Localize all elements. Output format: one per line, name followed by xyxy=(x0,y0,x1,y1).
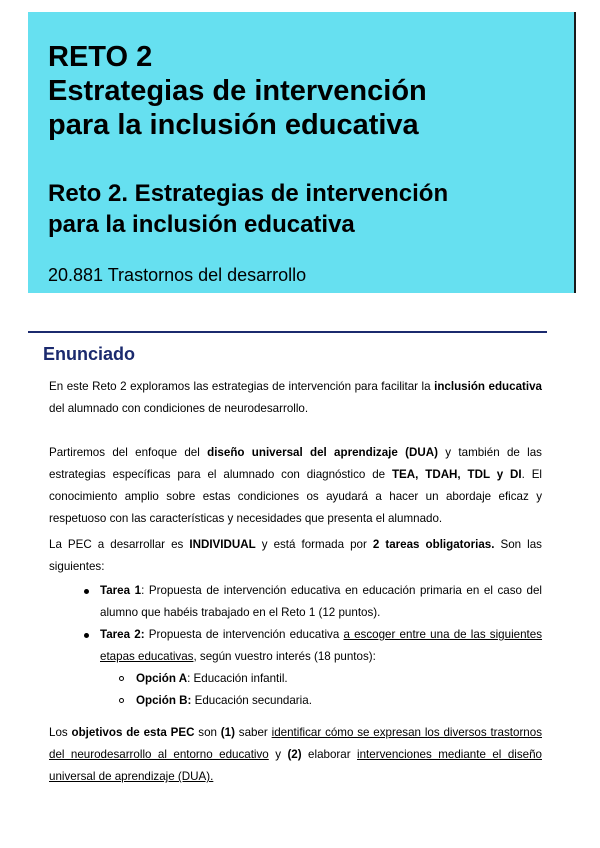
task-list xyxy=(49,580,542,712)
text: saber xyxy=(234,726,272,739)
bold-text: (2) xyxy=(287,748,302,761)
list-item xyxy=(100,668,542,690)
option-label: Opción B: xyxy=(136,694,192,707)
bold-text: inclusión educativa xyxy=(434,380,543,393)
option-text: Educación secundaria. xyxy=(191,694,312,707)
statement-body xyxy=(49,376,542,788)
text: Los xyxy=(49,726,72,739)
circle-bullet-icon xyxy=(119,676,124,681)
bold-text: INDIVIDUAL xyxy=(189,538,256,551)
task-text: Propuesta de intervención educativa xyxy=(144,628,344,641)
bold-text: TEA, TDAH, TDL y DI xyxy=(391,468,522,481)
text: y también de las estrategias específicas para el alumnado con diagnóstico de xyxy=(49,446,542,481)
task-label: Tarea 1 xyxy=(100,584,142,597)
task-label: Tarea 2: xyxy=(100,628,145,641)
underlined-text: identificar cómo se expresan los diversos trastornos del neurodesarrollo al entorno educativo xyxy=(49,726,542,761)
paragraph-approach xyxy=(49,442,542,530)
text: . El conocimiento amplio sobre estas condiciones os ayudará a hacer un abordaje eficaz y respetuoso con las características y necesidades que presenta el alumnado. xyxy=(49,468,542,525)
underlined-text: intervenciones mediante el diseño universal de aprendizaje (DUA). xyxy=(49,748,542,783)
option-list xyxy=(100,668,542,712)
option-label: Opción A xyxy=(136,672,188,685)
text: En este Reto 2 exploramos las estrategias de intervención para facilitar la xyxy=(49,380,435,393)
text: elaborar xyxy=(301,748,358,761)
list-item xyxy=(49,624,542,712)
subtitle xyxy=(48,178,568,240)
course-name: 20.881 Trastornos del desarrollo xyxy=(48,265,307,285)
circle-bullet-icon xyxy=(119,698,124,703)
bullet-icon xyxy=(84,633,89,638)
subtitle-line: Reto 2. Estrategias de intervención xyxy=(48,180,449,207)
section-title: Enunciado xyxy=(43,344,136,364)
bold-text: objetivos de esta PEC xyxy=(71,726,195,739)
text: del alumnado con condiciones de neurodesarrollo. xyxy=(49,402,309,415)
bold-text: (1) xyxy=(220,726,235,739)
paragraph-intro xyxy=(49,376,542,420)
text: y xyxy=(268,748,288,761)
text: La PEC a desarrollar es xyxy=(49,538,190,551)
text: son xyxy=(194,726,221,739)
option-text: : Educación infantil. xyxy=(187,672,288,685)
task-text: , según vuestro interés (18 puntos): xyxy=(193,650,376,663)
bold-text: diseño universal del aprendizaje (DUA) xyxy=(207,446,438,459)
title-banner xyxy=(28,12,576,293)
list-item xyxy=(49,580,542,624)
paragraph-objectives xyxy=(49,722,542,788)
section-divider xyxy=(28,331,547,333)
list-item xyxy=(100,690,542,712)
main-title xyxy=(48,40,568,142)
text: y está formada por xyxy=(255,538,373,551)
paragraph-pec xyxy=(49,534,542,578)
main-title-line: Estrategias de intervención xyxy=(48,75,427,107)
task-text: : Propuesta de intervención educativa en educación primaria en el caso del alumno que habéis trabajado en el Reto 1 (12 puntos). xyxy=(100,584,543,619)
text: Son las siguientes: xyxy=(49,538,542,573)
underlined-text: a escoger entre una de las siguientes etapas educativas xyxy=(100,628,543,663)
subtitle-line: para la inclusión educativa xyxy=(48,211,355,238)
main-title-line: RETO 2 xyxy=(48,41,153,73)
bold-text: 2 tareas obligatorias. xyxy=(372,538,495,551)
main-title-line: para la inclusión educativa xyxy=(48,109,419,141)
text: Partiremos del enfoque del xyxy=(49,446,208,459)
bullet-icon xyxy=(84,589,89,594)
